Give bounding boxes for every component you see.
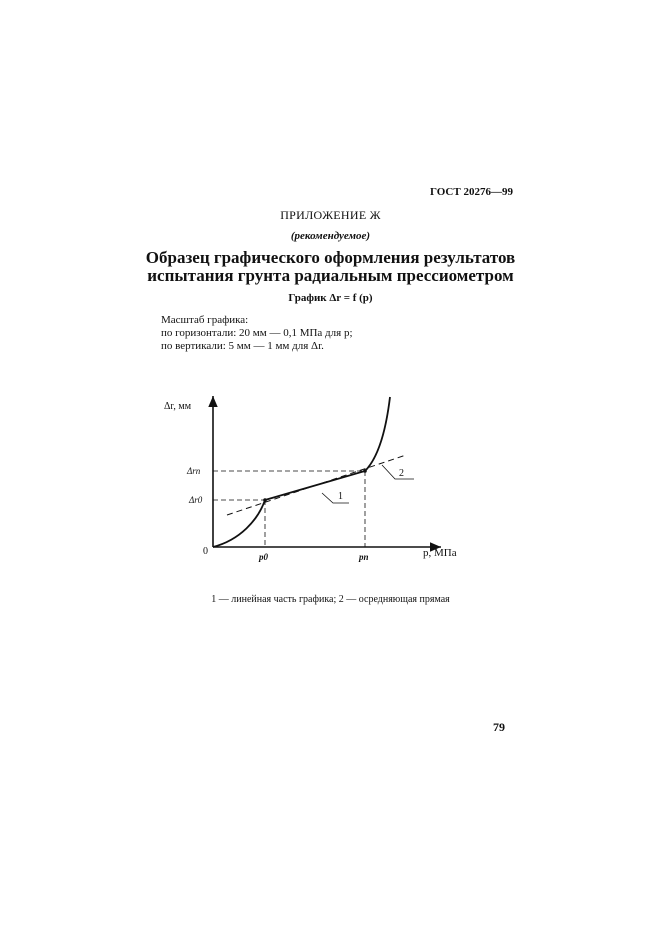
point-p0 [263, 498, 267, 502]
title-line-1: Образец графического оформления результатов [145, 248, 516, 267]
page-number: 79 [493, 720, 505, 734]
x-axis-label: p, МПа [423, 547, 457, 559]
callout-1-leader [322, 493, 349, 503]
callout-1-label: 1 [338, 491, 343, 502]
title-line-2: испытания грунта радиальным прессиометром [147, 266, 514, 285]
chart-subtitle: График Δr = f (p) [288, 292, 373, 304]
appendix-status: (рекомендуемое) [290, 230, 371, 242]
standard-number: ГОСТ 20276—99 [430, 186, 513, 198]
appendix-heading: ПРИЛОЖЕНИЕ Ж [280, 208, 381, 222]
scale-vertical: по вертикали: 5 мм — 1 мм для Δr. [161, 340, 324, 352]
scale-heading: Масштаб графика: [161, 314, 249, 326]
scale-horizontal: по горизонтали: 20 мм — 0,1 МПа для p; [161, 327, 353, 339]
figure-caption: 1 — линейная часть графика; 2 — осредняющая прямая [211, 594, 450, 605]
y-tick-drn: Δrп [187, 466, 201, 476]
callout-2-leader [382, 465, 414, 479]
point-pn [363, 469, 367, 473]
x-tick-p0: p0 [259, 552, 268, 562]
y-axis-label: Δr, мм [164, 401, 192, 412]
test-curve [213, 397, 390, 547]
callout-2-label: 2 [399, 468, 404, 479]
y-tick-dr0: Δr0 [189, 495, 203, 505]
x-tick-pn: pп [359, 552, 369, 562]
origin-label: 0 [203, 546, 208, 557]
